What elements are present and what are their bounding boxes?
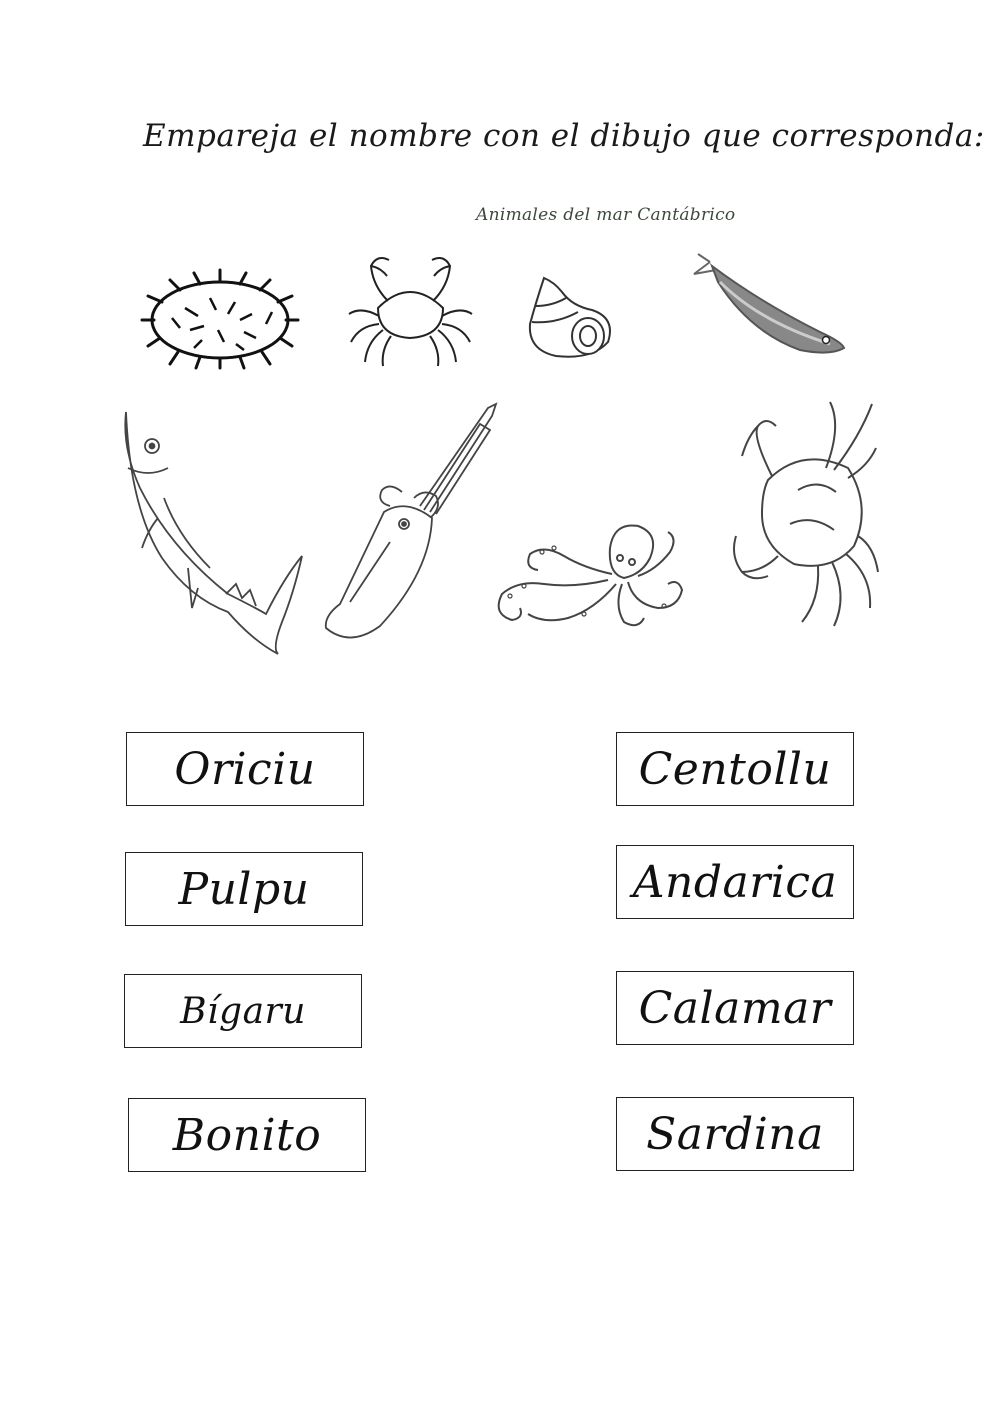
- word-label: Centollu: [638, 743, 832, 795]
- crab-icon: [343, 246, 478, 371]
- word-box-bonito[interactable]: [128, 1098, 366, 1172]
- word-label: Bígaru: [180, 990, 306, 1032]
- word-box-andarica[interactable]: [616, 845, 854, 919]
- subtitle-text: Animales del mar Cantábrico: [476, 205, 736, 225]
- periwinkle-shell-icon: [522, 272, 617, 362]
- word-box-sardina[interactable]: [616, 1097, 854, 1171]
- octopus-icon: [484, 518, 689, 630]
- word-label: Pulpu: [178, 863, 310, 915]
- word-box-centollu[interactable]: [616, 732, 854, 806]
- word-label: Sardina: [646, 1108, 824, 1160]
- word-label: Oriciu: [174, 743, 316, 795]
- sea-urchin-icon: [140, 268, 300, 368]
- word-label: Andarica: [632, 856, 838, 908]
- tuna-fish-icon: [118, 408, 308, 656]
- word-box-calamar[interactable]: [616, 971, 854, 1045]
- word-box-pulpu[interactable]: [125, 852, 363, 926]
- sardine-icon: [690, 252, 850, 360]
- word-label: Bonito: [172, 1109, 322, 1161]
- squid-icon: [320, 402, 505, 644]
- instruction-text: Empareja el nombre con el dibujo que corresponda:: [143, 118, 985, 154]
- word-box-oriciu[interactable]: [126, 732, 364, 806]
- spider-crab-icon: [722, 396, 878, 632]
- word-label: Calamar: [638, 982, 832, 1034]
- word-box-bigaru[interactable]: [124, 974, 362, 1048]
